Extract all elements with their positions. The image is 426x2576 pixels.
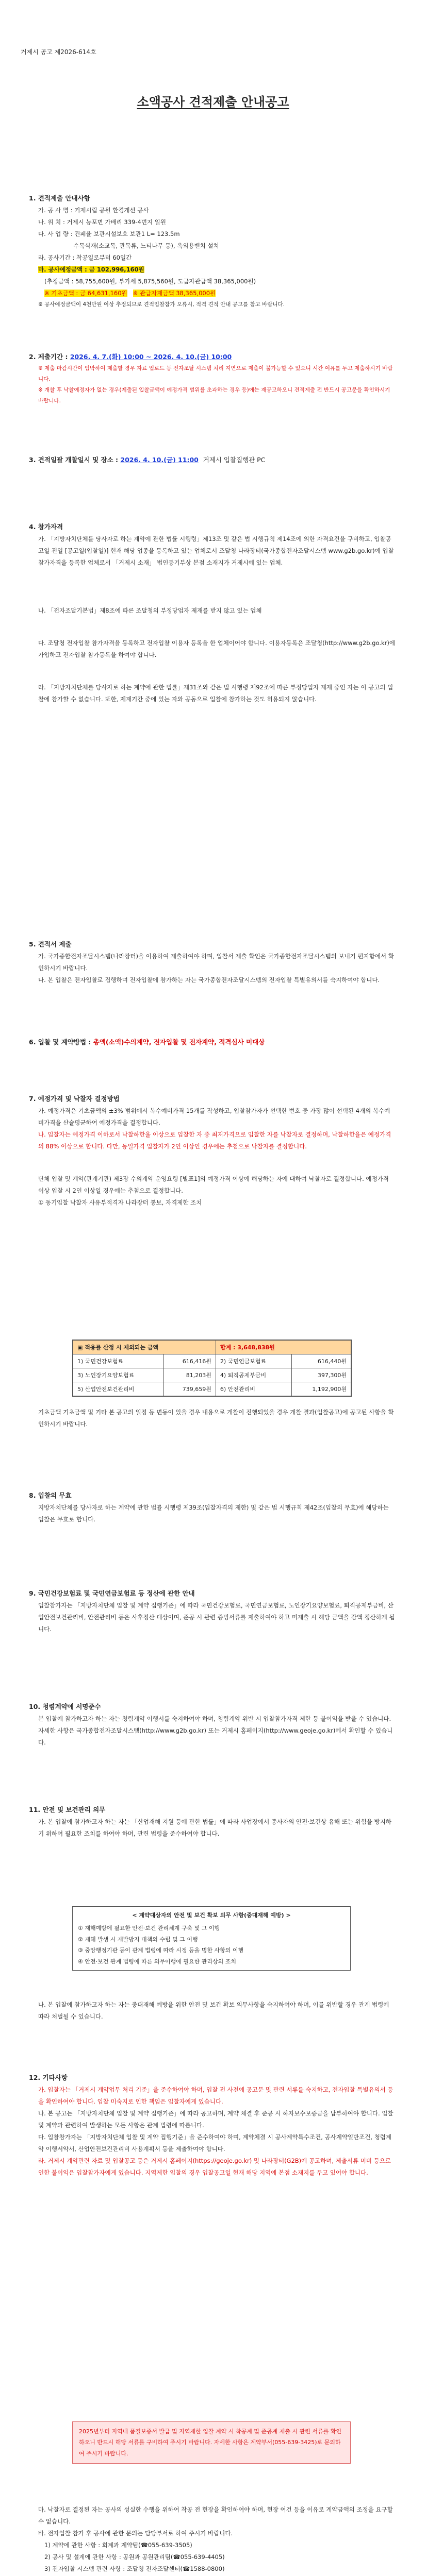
safety-box-title: < 계약대상자의 안전 및 보건 확보 의무 사항(중대재해 예방) > [132,1912,291,1919]
project-scope: 다. 사 업 량 : 건폐율 보관시설보호 보관1 L= 123.5m [38,230,180,238]
safety-item: ③ 중앙행정기관 등이 관계 법령에 따라 시정 등을 명한 사항의 이행 [78,1947,244,1954]
section-12-heading: 12. 기타사항 [29,2074,68,2081]
price-rule-d: 기초금액 기초금액 및 기타 본 공고의 일정 등 변동이 있을 경우 내용으로 개찰이 진행되었을 경우 개찰 결과(입찰공고)에 공고된 사항을 확인하시기 바랍니다. [38,1409,394,1428]
project-name: 가. 공 사 명 : 거제시립 공원 환경개선 공사 [38,207,149,214]
project-scope-detail: 수목식재(소교목, 관목류, 느티나무 등), 옥외용벤치 설치 [73,242,219,249]
base-amount: ※ 기초금액 : 금 64,631,160원 ※ 관급자재금액 38,365,000원 [44,290,216,297]
section-2 [29,350,395,406]
section-9-heading: 9. 국민건강보험료 및 국민연금보험료 등 정산에 관한 안내 [29,1589,195,1597]
budget-note: ※ 공사예정금액이 4천만원 이상 추정되므로 견적입찰참가 오류시, 적격 견적 안내 공고를 참고 바랍니다. [38,301,285,308]
safety-item: ② 재해 발생 시 재발방지 대책의 수립 및 그 이행 [78,1936,198,1943]
section-3 [29,453,395,466]
misc-b: 나. 본 공고는 「지방자치단체 입찰 및 계약 집행기준」에 따라 공고하며, 계약 체결 후 준공 시 하자보수보증금을 납부하여야 합니다. 입찰 및 계약과 관련하여 발생하는 모든 사항은 관계 법령에 따릅니다. [38,2110,394,2129]
budget-amount: 마. 공사예정금액 : 금 102,996,160원 [38,266,144,273]
section-11-heading: 11. 안전 및 보건관리 의무 [29,1806,106,1814]
table-row: 3) 노인장기요양보험료 81,203원 4) 퇴직공제부금비 397,300원 [73,1368,351,1382]
section-8 [29,1489,395,1526]
price-rule-c2: ① 동기입찰 낙찰자 사유부적격자 나라장터 통보, 자격제한 조치 [38,1199,202,1206]
safety-duty-box [72,1906,351,1971]
submission-b: 나. 본 입찰은 전자입찰로 집행하며 전자입찰에 참가하는 자는 국가종합전자조달시스템의 전자입찰 특별유의서를 숙지하여야 합니다. [38,976,380,984]
insurance-settlement: 입찰참가자는 「지방자치단체 입찰 및 계약 집행기준」에 따라 국민건강보험료, 국민연금보험료, 노인장기요양보험료, 퇴직공제부금비, 산업안전보건관리비, 안전관리비 등은 사후정산 대상이며, 준공 시 관련 증빙서류를 제출하여야 하고 미제출 시 해당 금액을 감액 정산하게 됩니다. [38,1602,395,1633]
safety-duty-b: 나. 본 입찰에 참가하고자 하는 자는 중대재해 예방을 위한 안전 및 보건 확보 의무사항을 숙지하여야 하며, 이를 위반할 경우 관계 법령에 따라 처벌될 수 있습니다. [38,2001,389,2020]
notice-number: 거제시 공고 제2026-614호 [21,48,96,56]
section-6 [29,1036,395,1048]
price-rule-a: 가. 예정가격은 기초금액의 ±3% 범위에서 복수예비가격 15개를 작성하고, 입찰참가자가 선택한 번호 중 가장 많이 선택된 4개의 복수예비가격을 산술평균하여 예정가격을 결정합니다. [38,1107,390,1126]
safety-item: ① 재해예방에 필요한 안전·보건 관리체계 구축 및 그 이행 [78,1925,220,1932]
page-title: 소액공사 견적제출 안내공고 [137,95,289,109]
section-5 [29,938,395,986]
section-2-heading: 2. 제출기간 : 2026. 4. 7.(화) 10:00 ~ 2026. 4. 10.(금) 10:00 [29,353,232,361]
section-7-tail [29,1406,395,1430]
table-row: 1) 국민건강보험료 616,416원 2) 국민연금보험료 616,440원 [73,1354,351,1368]
important-notice-box: 2025년부터 지역내 품질보증서 발급 및 지역제한 입찰 계약 시 착공계 및 준공계 제출 시 관련 서류를 확인하오니 반드시 해당 서류를 구비하여 주시기 바랍니다. 자세한 사항은 계약부서(055-639-3425)로 문의하여 주시기 바랍니다. [72,2421,351,2464]
contact-contract: 1) 계약에 관한 사항 : 회계과 계약팀(☎055-639-3505) [44,2541,192,2549]
safety-item: ④ 안전·보건 관계 법령에 따른 의무이행에 필요한 관리상의 조치 [78,1958,236,1965]
price-rule-c: 단체 입찰 및 계약(관계기관) 제3장 수의계약 운영요령 [별표1]의 예정가격 이상에 해당하는 자에 대하여 낙찰자로 결정합니다. 예정가격 이상 입찰 시 2인 이상일 경우에는 추첨으로 결정합니다. [38,1175,389,1194]
section-8-heading: 8. 입찰의 무효 [29,1492,72,1499]
section-10 [29,1700,395,1749]
section-6-heading: 6. 입찰 및 계약방법 : 총액(소액)수의계약, 전자입찰 및 전자계약, 적격심사 미대상 [29,1038,265,1046]
excluded-cost-title: ▣ 적용률 산정 시 제외되는 금액 [73,1341,216,1354]
table-row: 5) 산업안전보건관리비 739,659원 6) 안전관리비 1,192,900원 [73,1382,351,1396]
excluded-cost-total: 합계 : 3,648,838원 [216,1341,351,1354]
project-period: 라. 공사기간 : 착공일로부터 60일간 [38,254,132,261]
price-rule-b: 나. 입찰자는 예정가격 이하로서 낙찰하한율 이상으로 입찰한 자 중 최저가격으로 입찰한 자를 낙찰자로 결정하며, 낙찰하한율은 예정가격의 88% 이상으로 합니다. 다만, 동일가격 입찰자가 2인 이상인 경우에는 추첨으로 낙찰자를 결정합니다. [38,1131,391,1150]
eligibility-a: 가. 「지방자치단체를 당사자로 하는 계약에 관한 법률 시행령」제13조 및 같은 법 시행규칙 제14조에 의한 자격요건을 구비하고, 입찰공고일 전일 [공고일(입찰일)] 현재 해당 업종을 등록하고 있는 업체로서 조달청 나라장터(국가종합전자조달시스템 www.g2b.go.kr)에 입찰참가자격을 등록한 업체로서 「거제시 소재」 법인등기부상 본점 소재지가 거제시에 있는 업체. [38,535,394,566]
section-12 [29,2071,395,2179]
section-1-heading: 1. 견적제출 안내사항 [29,194,90,202]
section-7 [29,1092,395,1209]
misc-a: 가. 입찰자는 「거제시 계약업무 처리 기준」을 준수하여야 하며, 입찰 전 사전에 공고문 및 관련 서류를 숙지하고, 전자입찰 특별유의서 등을 확인하여야 합니다. 입찰 미숙지로 인한 책임은 입찰자에게 있습니다. [38,2086,394,2105]
section-9 [29,1587,395,1635]
section-11-tail [29,1999,395,2023]
section-12-tail [29,2504,395,2575]
invalid-bid-rule: 지방자치단체를 당사자로 하는 계약에 관한 법률 시행령 제39조(입찰자격의 제한) 및 같은 법 시행규칙 제42조(입찰의 무효)에 해당하는 입찰은 무효로 합니다. [38,1504,389,1523]
integrity-contract: 본 입찰에 참가하고자 하는 자는 청렴계약 이행서를 숙지하여야 하며, 청렴계약 위반 시 입찰참가자격 제한 등 불이익을 받을 수 있습니다. 자세한 사항은 국가종합전자조달시스템(http://www.g2b.go.kr) 또는 거제시 홈페이지(http://www.geoje.go.kr)에서 확인할 수 있습니다. [38,1715,393,1746]
misc-e: 마. 낙찰자로 결정된 자는 공사의 성실한 수행을 위하여 착공 전 현장을 확인하여야 하며, 현장 여건 등을 이유로 계약금액의 조정을 요구할 수 없습니다. [38,2506,393,2525]
eligibility-c: 다. 조달청 전자입찰 참가자격을 등록하고 전자입찰 이용자 등록을 한 업체이어야 합니다. 이용자등록은 조달청(http://www.g2b.go.kr)에 가입하고 전자입찰 참가등록을 하여야 합니다. [38,639,395,658]
deadline-note: ※ 제출 마감시간이 임박하여 제출할 경우 자료 업로드 등 전자조달 시스템 처리 지연으로 제출이 불가능할 수 있으니 시간 여유를 두고 제출하시기 바랍니다. [38,365,393,382]
submission-a: 가. 국가종합전자조달시스템(나라장터)을 이용하여 제출하여야 하며, 입찰서 제출 확인은 국가종합전자조달시스템의 보내기 편지함에서 확인하시기 바랍니다. [38,953,394,972]
contact-system: 3) 전자입찰 시스템 관련 사항 : 조달청 전자조달센터(☎1588-0800) [44,2565,225,2572]
section-5-heading: 5. 견적서 제출 [29,940,72,948]
section-3-heading: 3. 견적일괄 개찰일시 및 장소 : 2026. 4. 10.(금) 11:00 거제시 입찰집행관 PC [29,456,266,464]
budget-breakdown: (추정금액 : 58,755,600원, 부가세 5,875,560원, 도급자관급액 38,365,000원) [44,278,256,285]
safety-duty-a: 가. 본 입찰에 참가하고자 하는 자는 「산업재해 지원 등에 관한 법률」에 따라 사업장에서 종사자의 안전·보건상 유해 또는 위험을 방지하기 위하여 필요한 조치를 하여야 하며, 관련 법령을 준수하여야 합니다. [38,1818,391,1837]
misc-d: 라. 거제시 계약관련 자료 및 입찰공고 등은 거제시 홈페이지(https://geoje.go.kr) 및 나라장터(G2B)에 공고하며, 제출서류 미비 등으로 인한 불이익은 입찰참가자에게 있습니다. 지역제한 입찰의 경우 입찰공고일 현재 해당 지역에 본점 소재지를 두고 있어야 합니다. [38,2157,391,2176]
eligibility-d: 라. 「지방자치단체를 당사자로 하는 계약에 관한 법률」제31조와 같은 법 시행령 제92조에 따른 부정당업자 제재 중인 자는 이 공고의 입찰에 참가할 수 없습니다. 또한, 제재기간 중에 있는 자와 공동으로 입찰에 참가하는 것도 허용되지 않습니다. [38,684,394,703]
section-10-heading: 10. 청렴계약에 서명준수 [29,1703,101,1710]
section-4 [29,520,395,705]
project-location: 나. 위 치 : 거제시 능포면 가배리 339-4번지 일원 [38,218,166,226]
excluded-cost-table [72,1340,352,1397]
section-4-heading: 4. 참가자격 [29,523,63,531]
eligibility-b: 나. 「전자조달기본법」제8조에 따른 조달청의 부정당업자 제재를 받지 않고 있는 업체 [38,607,262,614]
contact-design: 2) 공사 및 설계에 관한 사항 : 공원과 공원관리팀(☎055-639-4405) [44,2553,225,2561]
reannounce-note: ※ 개찰 후 낙찰예정자가 없는 경우(제출된 입찰금액이 예정가격 범위를 초과하는 경우 등)에는 재공고하오니 견적제출 전 반드시 공고문을 확인하시기 바랍니다. [38,387,390,404]
section-11 [29,1803,395,1840]
misc-c: 다. 입찰참가자는 「지방자치단체 입찰 및 계약 집행기준」을 준수하여야 하며, 계약체결 시 공사계약특수조건, 공사계약일반조건, 청렴계약 이행서약서, 산업안전보건관리비 사용계획서 등을 제출하여야 합니다. [38,2133,392,2153]
section-7-heading: 7. 예정가격 및 낙찰자 결정방법 [29,1095,120,1103]
section-1 [29,192,395,310]
misc-f: 바. 전자입찰 참가 후 공사에 관한 문의는 담당부서로 하여 주시기 바랍니다. [38,2530,233,2537]
